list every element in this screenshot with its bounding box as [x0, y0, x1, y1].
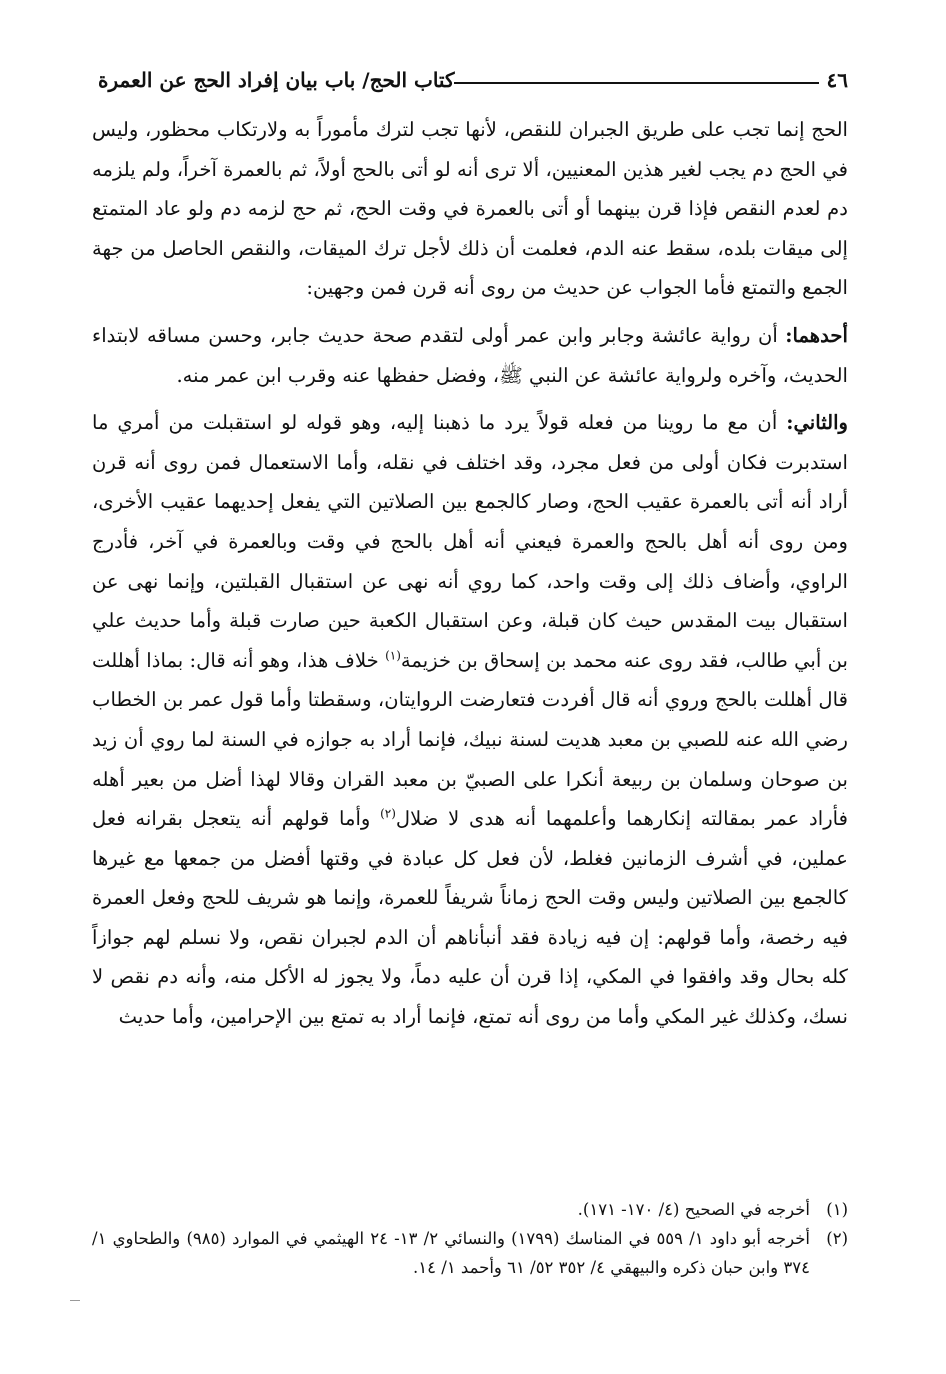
paragraph-3-lead: والثاني:	[786, 411, 848, 435]
paragraph-3-text-a: أن مع ما روينا من فعله قولاً يرد ما ذهبنا إليه، وهو قوله لو استقبلت من أمري ما استدبرت فكان أولى من فعل مجرد، وقد اختلف في نقله، وأما الاستعمال فمن روى أنه قرن أراد أنه أتى بالعمرة عقيب الحج، وصار كالجمع بين الصلاتين التي يفعل إحديهما عقيب الأخرى، ومن روى أنه أهل بالحج والعمرة فيعني أنه أهل بالحج في وقت وبالعمرة في آخر، فأدرج الراوي، وأضاف ذلك إلى وقت واحد، كما روي أنه نهى عن استقبال القبلتين، وإنما نهى عن استقبال بيت المقدس حيث كان قبلة، وعن استقبال الكعبة حين صارت قبلة وأما حديث علي بن أبي طالب، فقد روى عنه محمد بن إسحاق بن خزيمة	[92, 411, 849, 672]
footnote-2-text: أخرجه أبو داود ١/ ٥٥٩ في المناسك (١٧٩٩) والنسائي ٢/ ١٣- ٢٤ الهيثمي في الموارد (٩٨٥) والطحاوي ١/ ٣٧٤ وابن حبان ذكره والبيهقي ٤/ ٣٥٢ ٥٢/ ٦١ وأحمد ١/ ١٤.	[92, 1229, 811, 1277]
footnote-2	[92, 1224, 848, 1282]
footnote-1-text: أخرجه في الصحيح (٤/ ١٧٠- ١٧١).	[577, 1200, 810, 1219]
paragraph-1-text: الحج إنما تجب على طريق الجبران للنقص، لأنها تجب لترك مأموراً به ولارتكاب محظور، وليس في الحج دم يجب لغير هذين المعنيين، ألا ترى أنه لو أتى بالحج أولاً، ثم بالعمرة آخراً، ولم يلزمه دم لعدم النقص فإذا قرن بينهما أو أتى بالعمرة في وقت الحج، ثم حج لزمه دم ولو عاد المتمتع إلى ميقات بلده، سقط عنه الدم، فعلمت أن ذلك لأجل ترك الميقات، والنقص الحاصل من جهة الجمع والتمتع فأما الجواب عن حديث من روى أنه قرن فمن وجهين:	[92, 118, 848, 300]
paragraph-2-lead: أحدهما:	[785, 323, 848, 347]
footnote-1-number: (١)	[826, 1200, 848, 1219]
page	[92, 60, 848, 1037]
footnote-2-number: (٢)	[826, 1229, 848, 1248]
footnote-ref-1[interactable]: (١)	[385, 648, 401, 663]
paragraph-3	[92, 403, 848, 1037]
header-rule	[454, 82, 818, 84]
paragraph-1	[92, 110, 848, 308]
running-header	[92, 60, 848, 100]
footnotes	[92, 1195, 848, 1282]
paragraph-2-text: أن رواية عائشة وجابر وابن عمر أولى لتقدم صحة حديث جابر، وحسن مساقه لابتداء الحديث، وآخره ولرواية عائشة عن النبي ﷺ، وفضل حفظها عنه وقرب ابن عمر منه.	[92, 323, 848, 387]
footnote-ref-2[interactable]: (٢)	[380, 806, 396, 821]
paragraph-2	[92, 316, 848, 395]
header-title: كتاب الحج/ باب بيان إفراد الحج عن العمرة	[98, 68, 455, 92]
paragraph-3-text-c: وأما قولهم أنه يتعجل بقرانه فعل عملين، في أشرف الزمانين فغلط، لأن فعل كل عبادة في وقتها أفضل من جمعها مع غيرها كالجمع بين الصلاتين وليس وقت الحج زماناً شريفاً للعمرة، وإنما هو شريف للحج وفعل العمرة فيه رخصة، وأما قولهم: إن فيه زيادة فقد أنبأناهم أن الدم لجبران نقص، ولا نسلم لهم جوازاً كله بحال وقد وافقوا في المكي، إذا قرن أن عليه دماً، ولا يجوز له الأكل منه، وأنه دم نقص لا نسك، وكذلك غير المكي وأما من روى أنه تمتع، فإنما أراد به تمتع بين الإحرامين، وأما حديث	[92, 807, 848, 1029]
page-number: ٤٦	[826, 68, 848, 92]
paragraph-3-text-b: خلاف هذا، وهو أنه قال: بماذا أهللت قال أهللت بالحج وروي أنه قال أفردت فتعارضت الروايتان، وسقطتا وأما قول عمر بن الخطاب رضي الله عنه للصبي بن معبد هديت لسنة نبيك، فإنما أراد به جوازه في السنة لما روي أن زيد بن صوحان وسلمان بن ربيعة أنكرا على الصبيّ بن معبد القران وقالا لهذا أضل من بعير أهله فأراد عمر بمقالته إنكارهما وأعلمهما أنه هدى لا ضلال	[92, 648, 848, 831]
footnote-1	[92, 1195, 848, 1224]
margin-mark	[70, 1300, 80, 1301]
body-text	[92, 110, 848, 1037]
